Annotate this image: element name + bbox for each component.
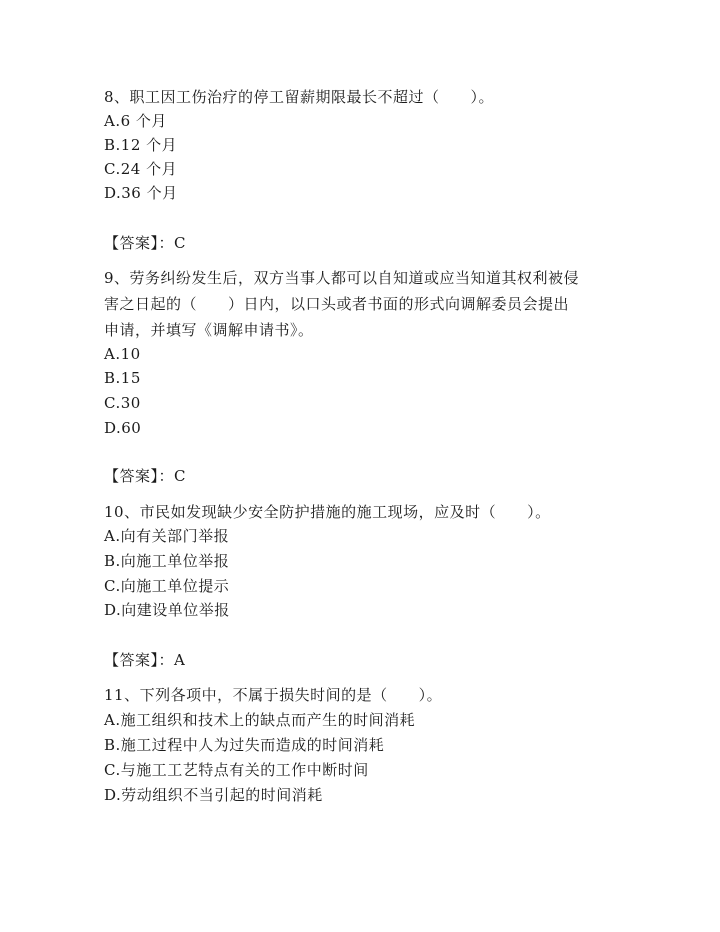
question-9-stem-line-3: 申请，并填写《调解申请书》。	[104, 321, 314, 339]
question-11-option-b: B.施工过程中人为过失而造成的时间消耗	[104, 736, 385, 754]
question-8-answer: 【答案】：C	[104, 234, 186, 252]
question-8-stem: 8、职工因工伤治疗的停工留薪期限最长不超过（ ）。	[104, 88, 495, 106]
question-11-stem: 11、下列各项中，不属于损失时间的是（ ）。	[104, 686, 443, 704]
question-8-option-b: B.12 个月	[104, 136, 178, 154]
question-10-option-d: D.向建设单位举报	[104, 601, 230, 619]
question-10-option-c: C.向施工单位提示	[104, 577, 230, 595]
question-10-stem: 10、市民如发现缺少安全防护措施的施工现场，应及时（ ）。	[104, 503, 551, 521]
question-11-option-c: C.与施工工艺特点有关的工作中断时间	[104, 761, 369, 779]
question-10-answer: 【答案】：A	[104, 651, 186, 669]
question-9-answer: 【答案】：C	[104, 467, 186, 485]
question-11-option-a: A.施工组织和技术上的缺点而产生的时间消耗	[104, 711, 416, 729]
question-9-option-b: B.15	[104, 369, 141, 387]
question-8-option-c: C.24 个月	[104, 160, 178, 178]
question-9-option-d: D.60	[104, 419, 142, 437]
question-9-stem-line-1: 9、劳务纠纷发生后，双方当事人都可以自知道或应当知道其权利被侵	[104, 269, 580, 287]
question-9-stem-line-2: 害之日起的（ ）日内，以口头或者书面的形式向调解委员会提出	[104, 295, 570, 313]
question-8-option-a: A.6 个月	[104, 112, 167, 130]
question-9-option-a: A.10	[104, 345, 141, 363]
question-9-option-c: C.30	[104, 394, 141, 412]
question-10-option-a: A.向有关部门举报	[104, 527, 230, 545]
question-10-option-b: B.向施工单位举报	[104, 552, 230, 570]
question-11-option-d: D.劳动组织不当引起的时间消耗	[104, 786, 323, 804]
question-8-option-d: D.36 个月	[104, 184, 178, 202]
